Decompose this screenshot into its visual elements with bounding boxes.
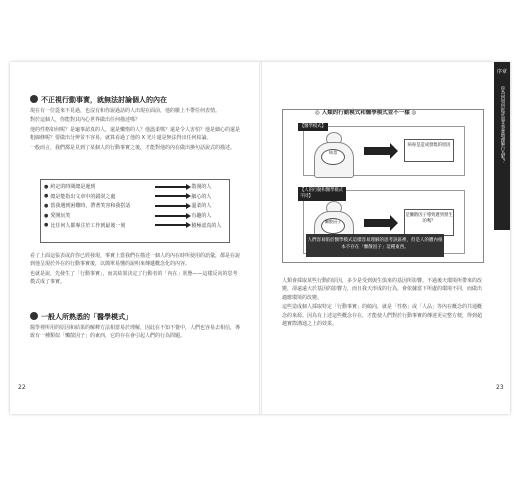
bullet-icon: [30, 95, 38, 103]
laziness-factor-label: 懶散因子: [321, 218, 345, 234]
paragraph: 也就是說，先發生了「行動事實」，而其結果決定了行動者的「內在」狀態——這樣反向的思考模式成了事實。: [30, 270, 238, 286]
book-spread: [10, 62, 510, 414]
page-number: 23: [496, 384, 504, 391]
panel-tag: 【人的行動和醫學模式不同】: [298, 187, 346, 201]
table-row: ● 總是能指出文章中的錯誤之處 細心的人: [44, 193, 212, 200]
virus-label: 病毒: [321, 149, 345, 165]
figure-title: ◎ 人類的行動模式和醫學模式並不一樣 ◎: [315, 110, 417, 116]
paragraph: 對於這個人，你能對其內心世界做出任何描述嗎？: [30, 117, 141, 124]
chapter-tab: [494, 62, 510, 230]
figure-note: 人們容易陷於醫學模式這樣容易理解的思考誤區裡，但是人的體內根本不存在「懶散因子」這種東西。: [306, 234, 444, 257]
result-box: 是懶散因子導致遲到發生的嗎？: [404, 209, 454, 236]
paragraph: 他的性格如何呢？是龜事認真的人，還是懶惰的人？他溫柔嗎？還是令人害怕？他是細心的還是粗線條呢？要做出分辨並不容易，就算看過了他的 X 光片還是無法得出任何結論。: [30, 126, 241, 142]
paragraph: 這些造成個人採取特定「行動事實」的傾向，就是「性格」或「人品」等內在概念的共通概念的來源。因為有上述這些概念存在，才能使人們對於行動事實的傳達更完整方便，得到超越實際溝通之上的效果。: [282, 304, 483, 328]
chapter-subtitle: 你為何如何批評而非事實地理解行為呢？: [500, 86, 505, 164]
table-row: ● 比任何人都專注於工作到最後一刻 積極認真的人: [44, 222, 222, 229]
page-number: 22: [18, 384, 26, 391]
right-body: [282, 277, 482, 328]
table-row: ● 約定的時間總是遲到 散漫的人: [44, 183, 212, 191]
behavior-trait-table: [40, 179, 230, 243]
section2-title: 一般人所熟悉的「醫學模式」: [30, 312, 132, 322]
paragraph: 人類會採取某些行動的原因，多少是受到與生俱來的基因所影響。不過後天環境所帶來的改變，卻遠遠大於基因的影響力，而且我天形成的行為，會依據當下所處的環境不同，而做出適應環境的改變。: [282, 278, 483, 301]
left-page: [10, 62, 259, 414]
medical-model-panel: [300, 124, 465, 176]
arrow-right-icon: [364, 147, 390, 155]
paragraph: 一般而言，我們都是見到了某個人的行動事實之後，才能對他的內在做出換句話說式的描述。: [30, 144, 236, 151]
chapter-label: 序章: [496, 69, 507, 75]
paragraph: 醫學裡所用的原因和結果的解釋方法相當易於理解，因此在不知不覺中，人們也容易去相信，導致有一種類似「懶散因子」的東西，它的存在會引起人們的行為問題。: [30, 325, 241, 340]
table-row: ● 愛開玩笑 有趣的人: [44, 212, 212, 220]
section1-title: 不正視行動事實，就無法討論個人的內在: [30, 95, 167, 105]
section2-body: [30, 324, 240, 341]
section1-after: [30, 252, 240, 287]
paragraph: 看了上面這張表或許你已經發現，事實上當我們在描述一個人的內在時所使用的語彙，都是在說到他呈現於外在的行動事實後，以簡單易懂的說明來傳遞概念化的內容。: [30, 253, 241, 268]
arrow-right-icon: [364, 219, 390, 227]
right-page: [262, 62, 510, 414]
result-box: 病毒是造成發燒的原因: [404, 139, 454, 162]
arrow-right-icon: [155, 185, 191, 189]
arrow-right-icon: [155, 204, 191, 208]
paragraph: 現在有一位從來不見過，也沒有和你說過話的人出現在面前，他的臉上不帶任何表情。: [30, 108, 221, 114]
panel-tag: 【醫學模式】: [300, 124, 326, 129]
table-row: ● 當我遇到困難時，帶著笑容和我搭話 溫柔的人: [44, 202, 212, 210]
section1-body: [30, 107, 240, 152]
arrow-right-icon: [155, 194, 191, 198]
bullet-icon: [30, 312, 38, 320]
arrow-right-icon: [155, 223, 191, 227]
arrow-right-icon: [155, 214, 191, 218]
